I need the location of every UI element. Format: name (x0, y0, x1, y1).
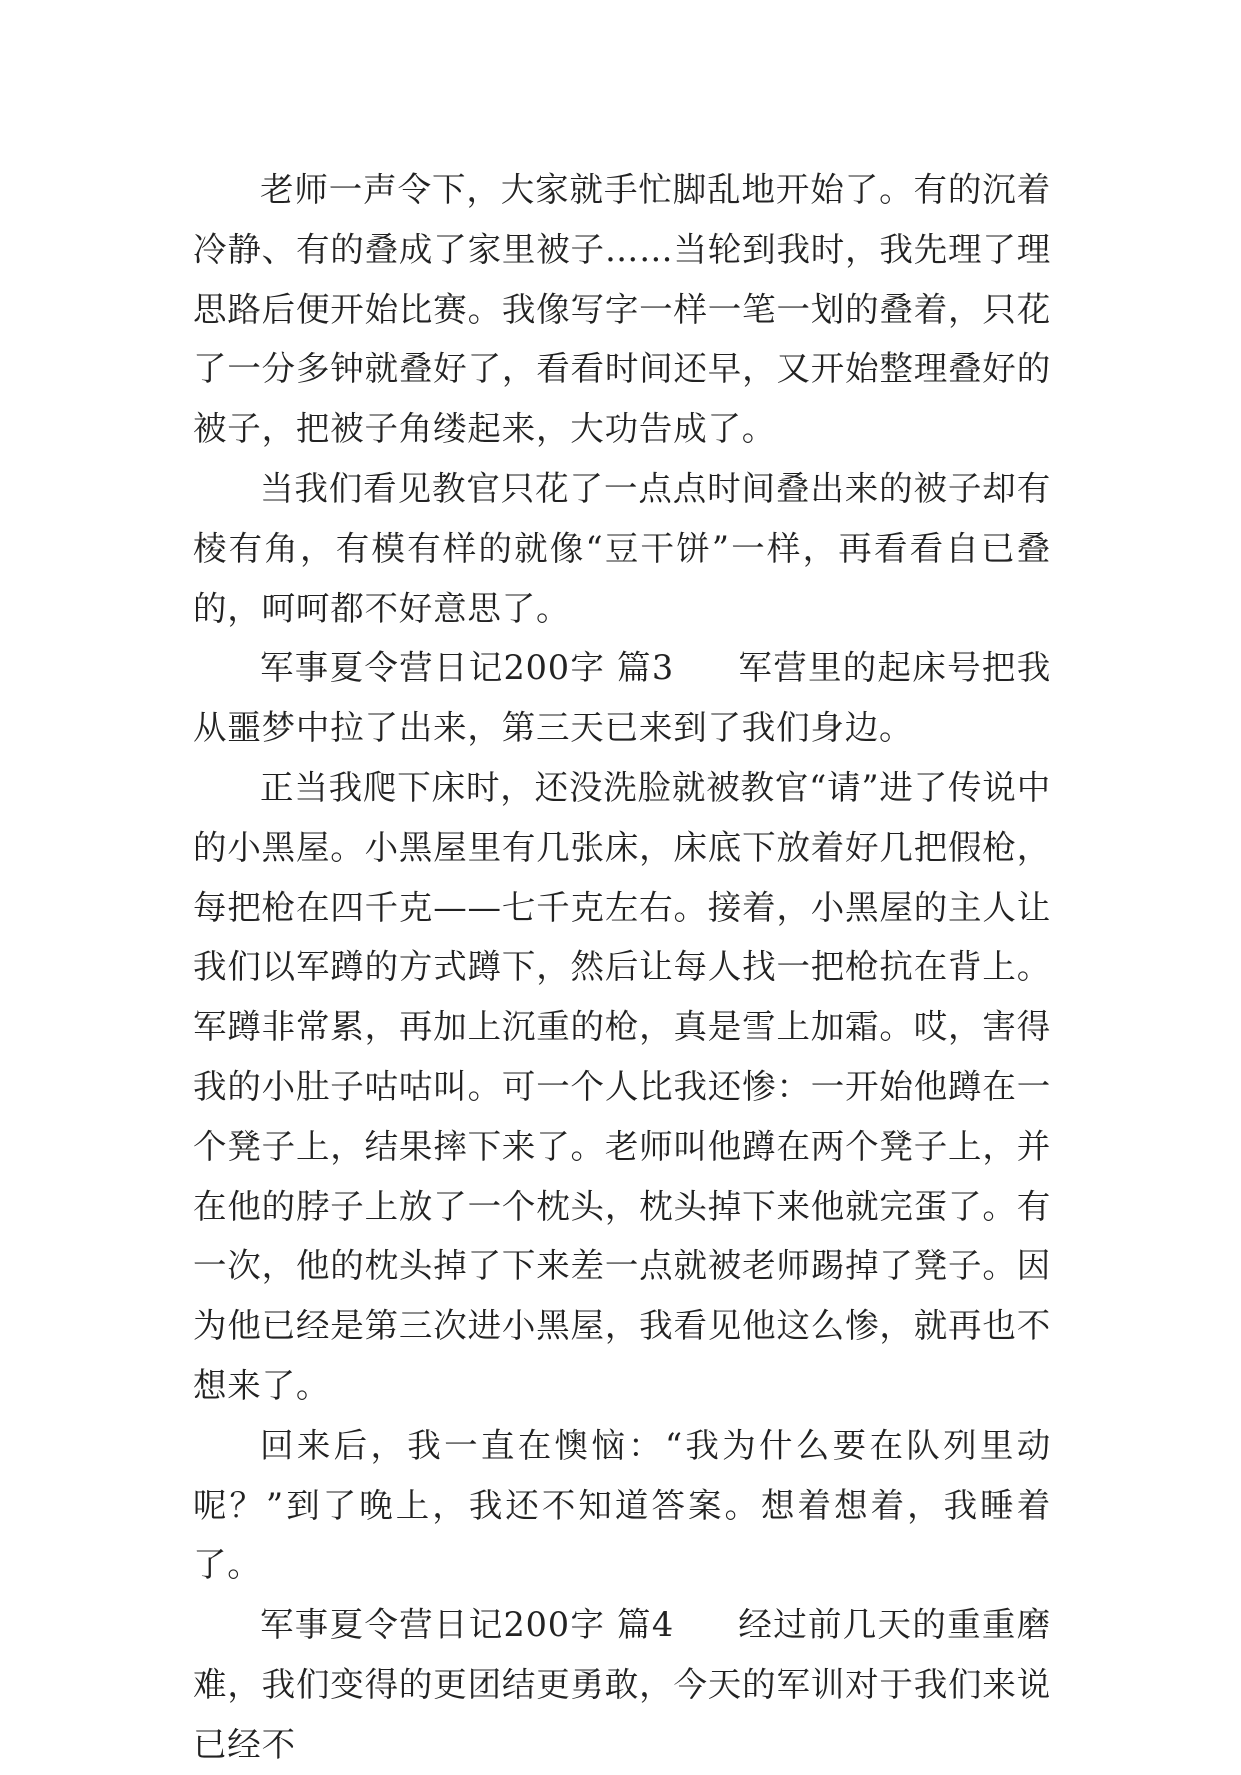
section-4-lead-text: 经过前几天的重重磨难，我们变得的更团结更勇敢，今天的军训对于我们来说已经不 (193, 1605, 1051, 1764)
section-3-paragraph (193, 638, 1051, 758)
section-3-heading: 军事夏令营日记200字 篇3 (260, 648, 674, 688)
paragraph: 当我们看见教官只花了一点点时间叠出来的被子却有棱有角，有模有样的就像“豆干饼”一样，再看看自已叠的，呵呵都不好意思了。 (193, 468, 1051, 628)
paragraph: 老师一声令下，大家就手忙脚乱地开始了。有的沉着冷静、有的叠成了家里被子……当轮到我时，我先理了理思路后便开始比赛。我像写字一样一笔一划的叠着，只花了一分多钟就叠好了，看看时间还早，又开始整理叠好的被子，把被子角缕起来，大功告成了。 (193, 170, 1051, 449)
section-4-paragraph (193, 1595, 1051, 1774)
document-body (193, 160, 1051, 1775)
section-4-heading: 军事夏令营日记200字 篇4 (260, 1605, 674, 1645)
paragraph: 正当我爬下床时，还没洗脸就被教官“请”进了传说中的小黑屋。小黑屋里有几张床，床底下放着好几把假枪，每把枪在四千克——七千克左右。接着，小黑屋的主人让我们以军蹲的方式蹲下，然后让每人找一把枪抗在背上。军蹲非常累，再加上沉重的枪，真是雪上加霜。哎，害得我的小肚子咕咕叫。可一个人比我还惨：一开始他蹲在一个凳子上，结果摔下来了。老师叫他蹲在两个凳子上，并在他的脖子上放了一个枕头，枕头掉下来他就完蛋了。有一次，他的枕头掉了下来差一点就被老师踢掉了凳子。因为他已经是第三次进小黑屋，我看见他这么惨，就再也不想来了。 (193, 767, 1051, 1405)
section-3-lead-text: 军营里的起床号把我从噩梦中拉了出来，第三天已来到了我们身边。 (193, 648, 1051, 748)
paragraph: 回来后，我一直在懊恼：“我为什么要在队列里动呢？”到了晚上，我还不知道答案。想着想着，我睡着了。 (193, 1425, 1051, 1585)
